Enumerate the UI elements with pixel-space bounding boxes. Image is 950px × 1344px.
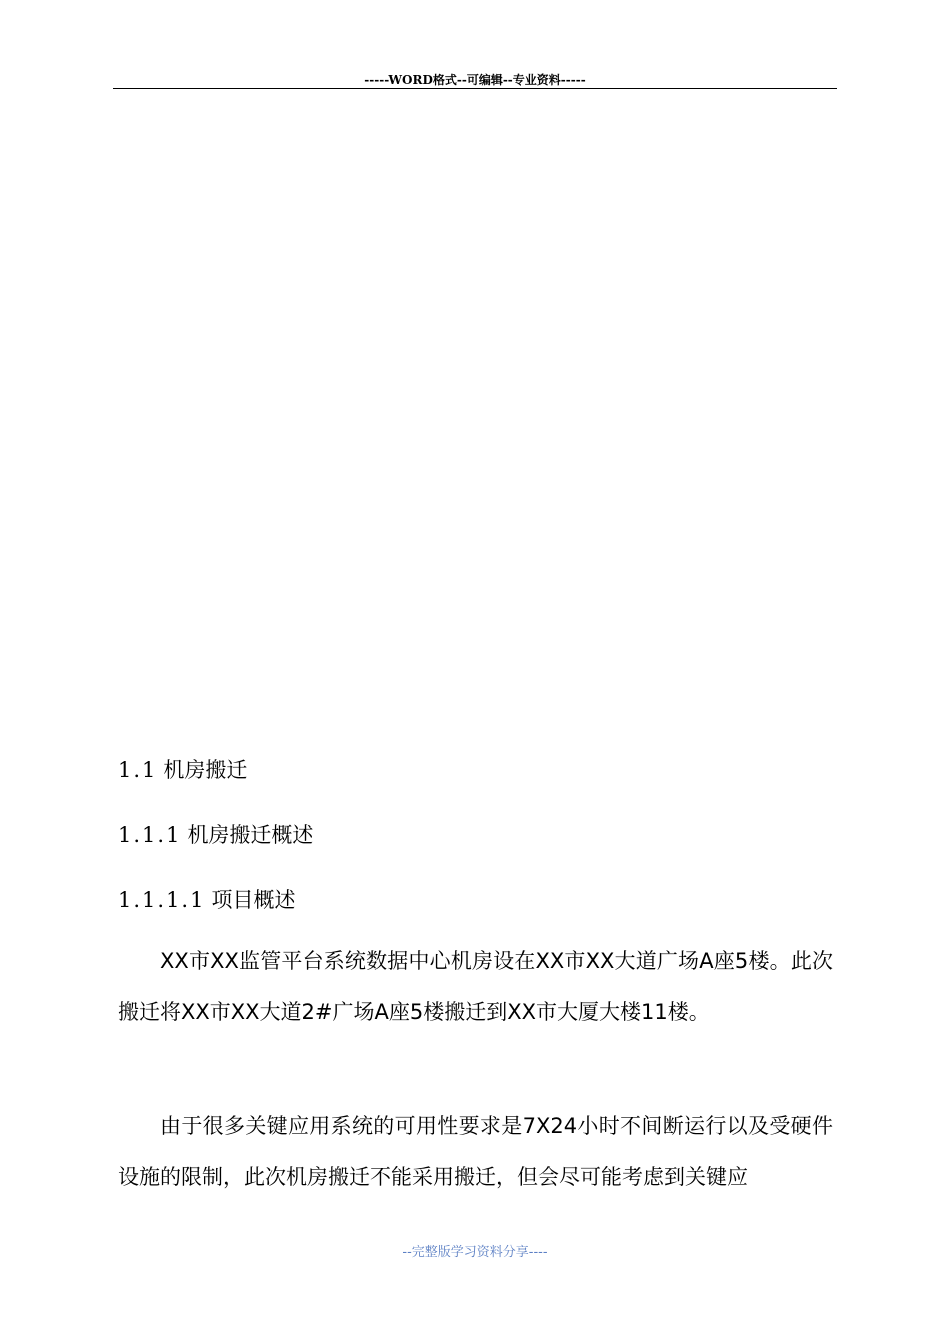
page-footer: --完整版学习资料分享----: [402, 1245, 548, 1260]
paragraph: XX市XX监管平台系统数据中心机房设在XX市XX大道广场A座5楼。此次搬迁将XX市XX大道2#广场A座5楼搬迁到XX市大厦大楼11楼。: [118, 949, 833, 1024]
heading-number: 1.1.1.1: [118, 888, 206, 912]
heading-level-2: [118, 756, 247, 784]
heading-title: 机房搬迁: [163, 758, 248, 782]
heading-title: 项目概述: [211, 888, 296, 912]
page-header: -----WORD格式--可编辑--专业资料-----: [364, 73, 586, 87]
heading-title: 机房搬迁概述: [187, 823, 314, 847]
paragraph: 由于很多关键应用系统的可用性要求是7X24小时不间断运行以及受硬件设施的限制，此次机房搬迁不能采用搬迁，但会尽可能考虑到关键应: [118, 1114, 833, 1189]
heading-level-4: [118, 886, 295, 914]
heading-number: 1.1.1: [118, 823, 182, 847]
heading-level-3: [118, 821, 313, 849]
header-divider: [113, 88, 837, 89]
heading-number: 1.1: [118, 758, 158, 782]
